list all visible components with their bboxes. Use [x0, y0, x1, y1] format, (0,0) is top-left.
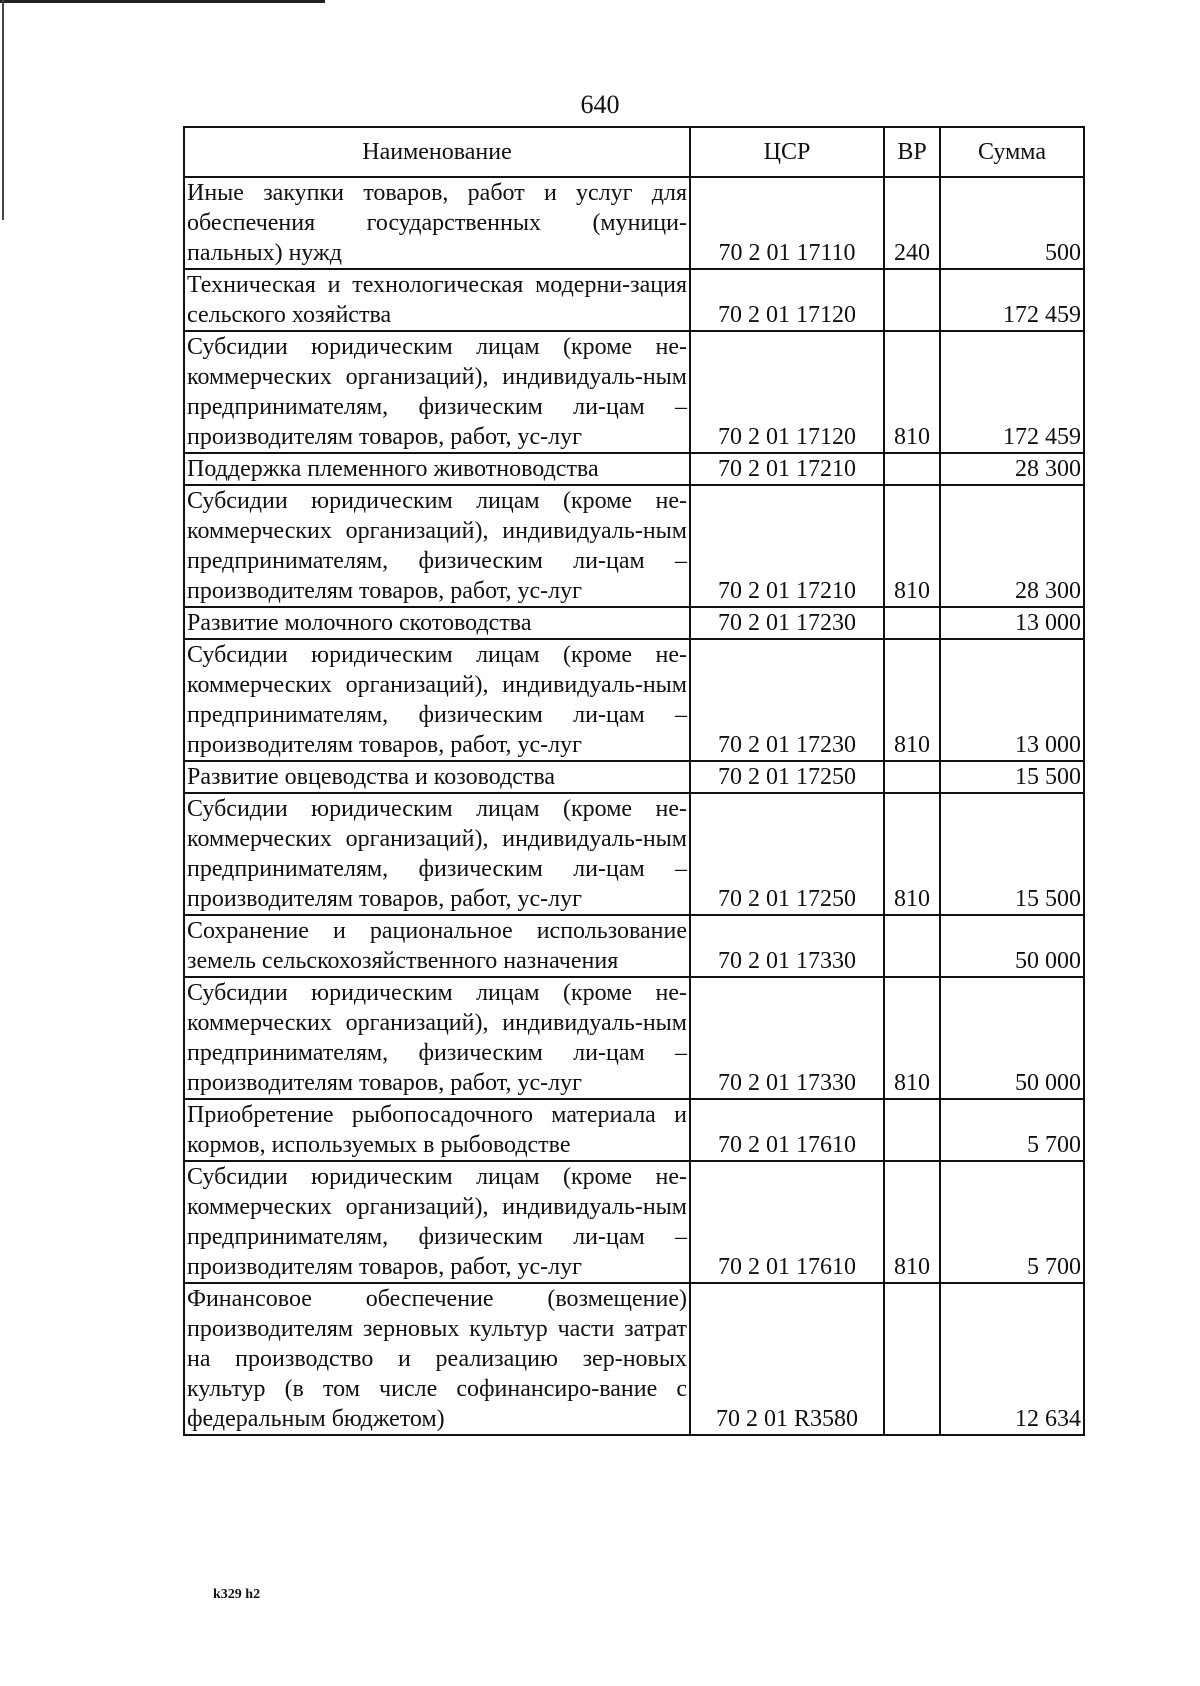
- cell-sum: 5 700: [940, 1099, 1084, 1161]
- cell-sum: 15 500: [940, 793, 1084, 915]
- cell-name: Субсидии юридическим лицам (кроме не-коммерческих организаций), индивидуаль-ным предпринимателям, физическим ли-цам – производителям товаров, работ, ус-луг: [184, 331, 690, 453]
- cell-vr: 810: [884, 485, 940, 607]
- header-name: Наименование: [184, 127, 690, 177]
- cell-name: Иные закупки товаров, работ и услуг для обеспечения государственных (муници-пальных) нужд: [184, 177, 690, 269]
- table-header-row: [184, 127, 1084, 177]
- cell-vr: 810: [884, 331, 940, 453]
- cell-vr: 240: [884, 177, 940, 269]
- cell-sum: 15 500: [940, 761, 1084, 793]
- cell-sum: 172 459: [940, 269, 1084, 331]
- cell-csr: 70 2 01 17230: [690, 639, 884, 761]
- cell-name: Развитие молочного скотоводства: [184, 607, 690, 639]
- cell-sum: 5 700: [940, 1161, 1084, 1283]
- cell-sum: 500: [940, 177, 1084, 269]
- cell-vr: 810: [884, 639, 940, 761]
- cell-csr: 70 2 01 17210: [690, 485, 884, 607]
- cell-csr: 70 2 01 17330: [690, 977, 884, 1099]
- cell-name: Сохранение и рациональное использование земель сельскохозяйственного назначения: [184, 915, 690, 977]
- cell-sum: 13 000: [940, 639, 1084, 761]
- cell-vr: [884, 269, 940, 331]
- cell-name: Субсидии юридическим лицам (кроме не-коммерческих организаций), индивидуаль-ным предпринимателям, физическим ли-цам – производителям товаров, работ, ус-луг: [184, 639, 690, 761]
- cell-sum: 172 459: [940, 331, 1084, 453]
- cell-name: Субсидии юридическим лицам (кроме не-коммерческих организаций), индивидуаль-ным предпринимателям, физическим ли-цам – производителям товаров, работ, ус-луг: [184, 977, 690, 1099]
- cell-name: Субсидии юридическим лицам (кроме не-коммерческих организаций), индивидуаль-ным предпринимателям, физическим ли-цам – производителям товаров, работ, ус-луг: [184, 793, 690, 915]
- cell-csr: 70 2 01 17210: [690, 453, 884, 485]
- table-row: [184, 977, 1084, 1099]
- table-row: [184, 761, 1084, 793]
- header-sum: Сумма: [940, 127, 1084, 177]
- cell-vr: 810: [884, 1161, 940, 1283]
- table-row: [184, 1161, 1084, 1283]
- cell-vr: [884, 761, 940, 793]
- scan-edge-mark-top: [0, 0, 325, 3]
- cell-sum: 12 634: [940, 1283, 1084, 1435]
- table-row: [184, 1283, 1084, 1435]
- cell-vr: 810: [884, 977, 940, 1099]
- cell-vr: [884, 1099, 940, 1161]
- cell-sum: 13 000: [940, 607, 1084, 639]
- cell-csr: 70 2 01 17250: [690, 793, 884, 915]
- cell-name: Приобретение рыбопосадочного материала и кормов, используемых в рыбоводстве: [184, 1099, 690, 1161]
- cell-csr: 70 2 01 17230: [690, 607, 884, 639]
- table-row: [184, 1099, 1084, 1161]
- table-row: [184, 485, 1084, 607]
- page-number: 640: [580, 90, 620, 119]
- table-body: [184, 177, 1084, 1435]
- header-csr: ЦСР: [690, 127, 884, 177]
- cell-name: Субсидии юридическим лицам (кроме не-коммерческих организаций), индивидуаль-ным предпринимателям, физическим ли-цам – производителям товаров, работ, ус-луг: [184, 1161, 690, 1283]
- cell-name: Поддержка племенного животноводства: [184, 453, 690, 485]
- table-row: [184, 453, 1084, 485]
- cell-vr: [884, 1283, 940, 1435]
- budget-table: [183, 126, 1085, 1436]
- table-row: [184, 269, 1084, 331]
- cell-csr: 70 2 01 17120: [690, 269, 884, 331]
- cell-vr: [884, 453, 940, 485]
- cell-csr: 70 2 01 17120: [690, 331, 884, 453]
- table-row: [184, 793, 1084, 915]
- table-row: [184, 331, 1084, 453]
- table-row: [184, 607, 1084, 639]
- cell-csr: 70 2 01 17110: [690, 177, 884, 269]
- cell-name: Развитие овцеводства и козоводства: [184, 761, 690, 793]
- table-row: [184, 177, 1084, 269]
- footer-code: k329 h2: [213, 1587, 261, 1602]
- cell-csr: 70 2 01 17250: [690, 761, 884, 793]
- cell-csr: 70 2 01 17610: [690, 1099, 884, 1161]
- cell-sum: 28 300: [940, 485, 1084, 607]
- header-vr: ВР: [884, 127, 940, 177]
- cell-name: Финансовое обеспечение (возмещение) производителям зерновых культур части затрат на производство и реализацию зер-новых культур (в том числе софинансиро-вание с федеральным бюджетом): [184, 1283, 690, 1435]
- cell-vr: 810: [884, 793, 940, 915]
- cell-name: Техническая и технологическая модерни-зация сельского хозяйства: [184, 269, 690, 331]
- cell-csr: 70 2 01 17330: [690, 915, 884, 977]
- cell-csr: 70 2 01 R3580: [690, 1283, 884, 1435]
- cell-sum: 28 300: [940, 453, 1084, 485]
- cell-sum: 50 000: [940, 977, 1084, 1099]
- table-row: [184, 639, 1084, 761]
- table-row: [184, 915, 1084, 977]
- cell-name: Субсидии юридическим лицам (кроме не-коммерческих организаций), индивидуаль-ным предпринимателям, физическим ли-цам – производителям товаров, работ, ус-луг: [184, 485, 690, 607]
- cell-vr: [884, 607, 940, 639]
- cell-sum: 50 000: [940, 915, 1084, 977]
- cell-vr: [884, 915, 940, 977]
- cell-csr: 70 2 01 17610: [690, 1161, 884, 1283]
